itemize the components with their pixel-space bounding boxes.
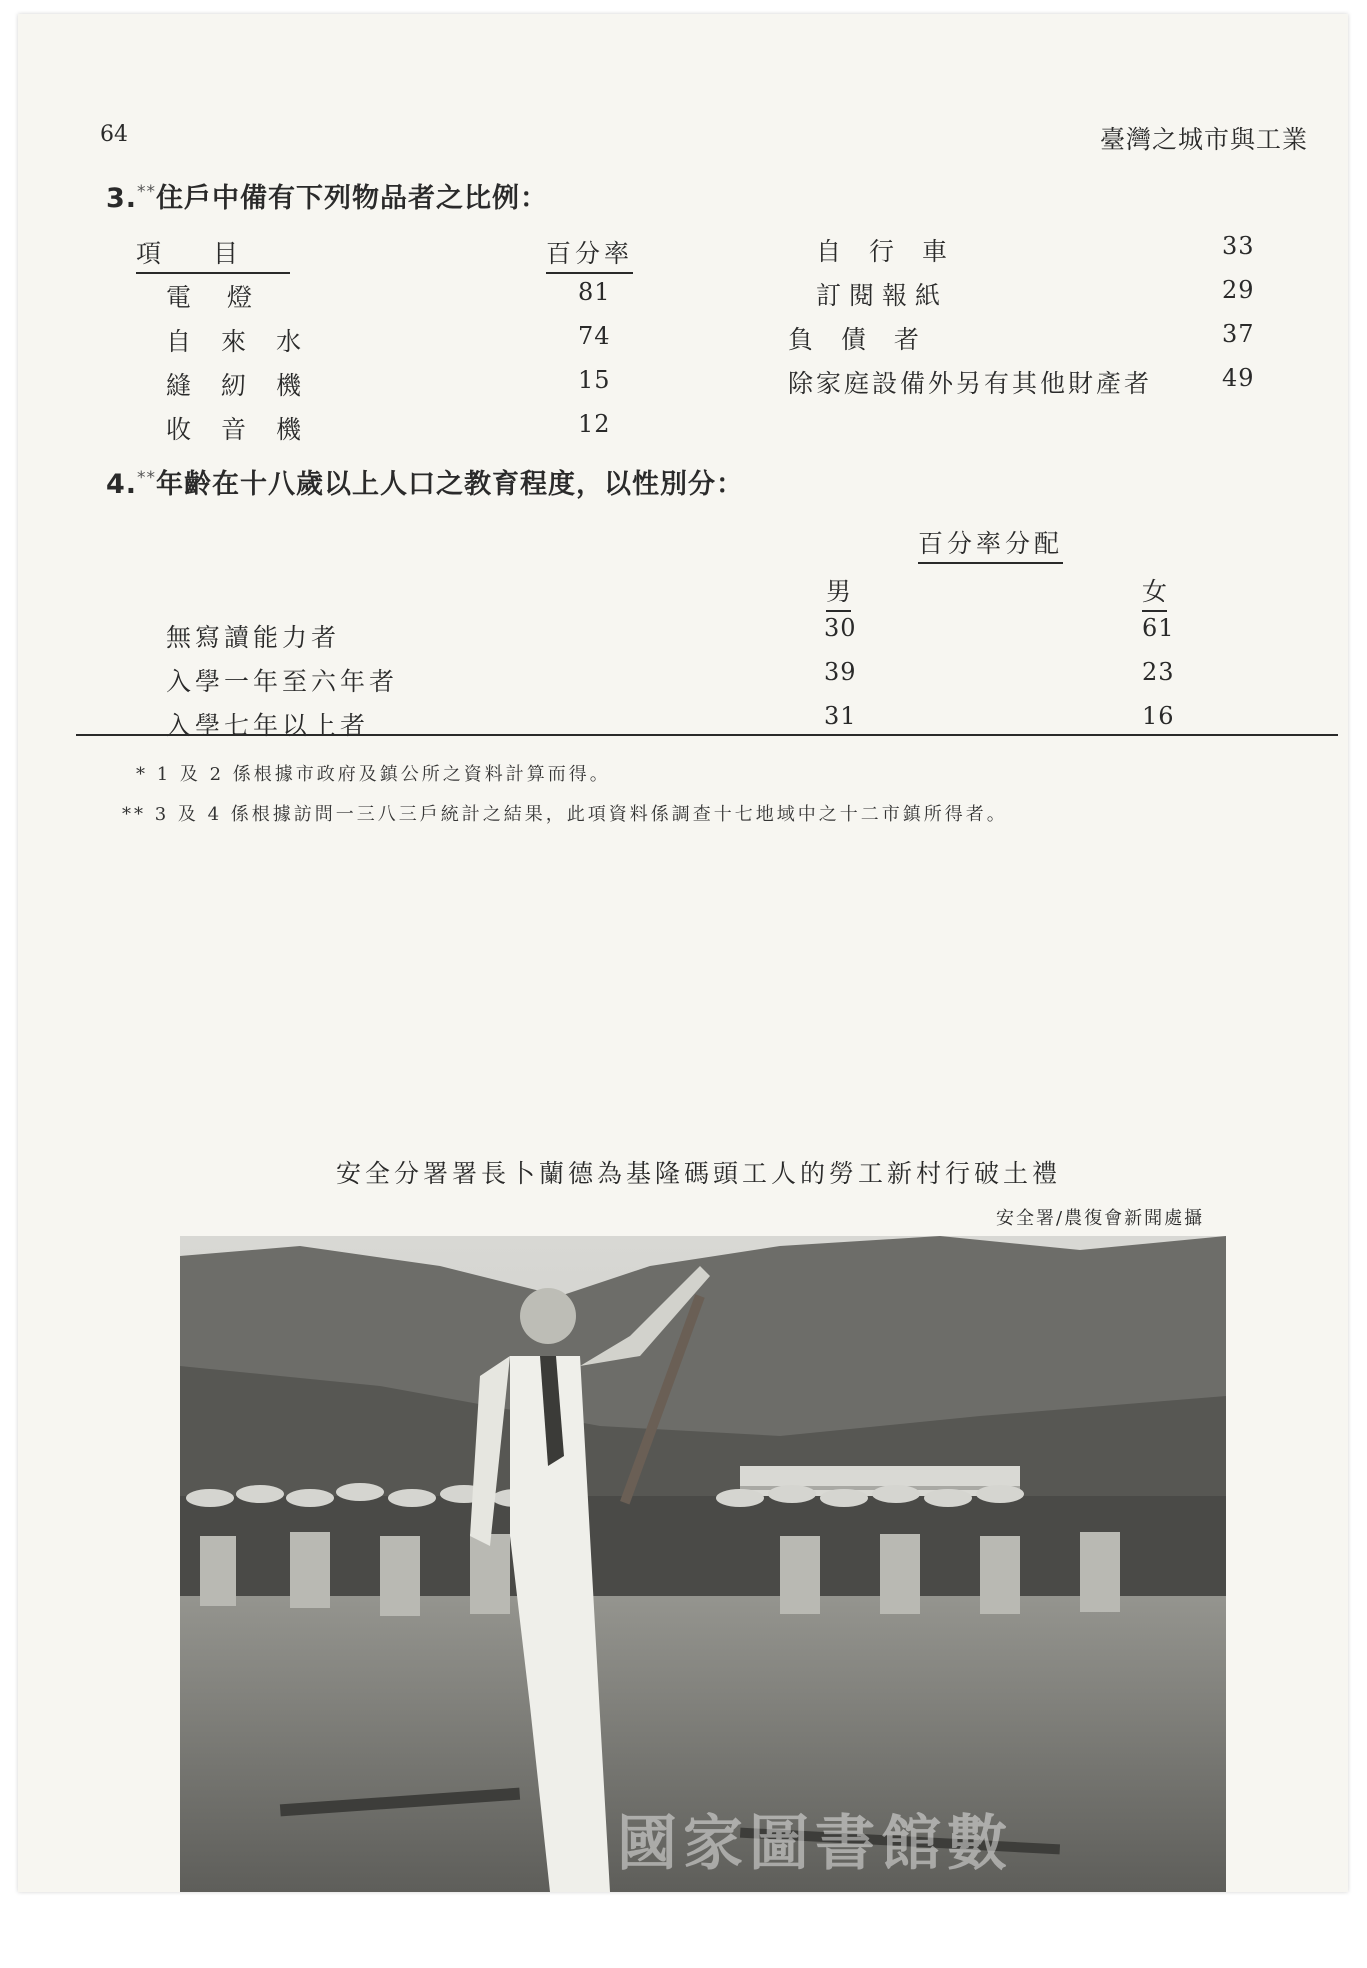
item-value: 29 <box>1222 276 1255 304</box>
education-male-value: 30 <box>824 614 857 642</box>
section-4-mark: ** <box>137 468 157 488</box>
item-label: 訂閱報紙 <box>816 281 949 310</box>
item-label: 負 債 者 <box>788 325 929 354</box>
section-4-title-text: 年齡在十八歲以上人口之教育程度，以性別分： <box>156 469 745 500</box>
page-number: 64 <box>100 122 128 147</box>
section-4-number: 4. <box>106 469 138 500</box>
running-header: 臺灣之城市與工業 <box>1099 125 1308 154</box>
section-3-title <box>106 176 548 215</box>
ground-breaking-photo <box>180 1236 1226 1965</box>
col-header-item: 項 目 <box>136 234 290 274</box>
education-male-value: 31 <box>824 702 857 730</box>
education-male-value: 39 <box>824 658 857 686</box>
item-label: 收音機 <box>166 415 332 444</box>
item-value: 15 <box>578 366 611 394</box>
education-female-value: 16 <box>1142 702 1175 730</box>
education-female-value: 23 <box>1142 658 1175 686</box>
item-label: 自來水 <box>166 327 332 356</box>
footnote-divider <box>76 734 1338 736</box>
education-label: 入學七年以上者 <box>166 711 370 740</box>
group-header-percent-distribution: 百分率分配 <box>918 524 1063 564</box>
item-value: 37 <box>1222 320 1255 348</box>
footnote: * 1 及 2 係根據市政府及鎮公所之資料計算而得。 <box>136 764 611 785</box>
item-value: 33 <box>1222 232 1255 260</box>
photo-illustration <box>180 1236 1226 1892</box>
education-label: 無寫讀能力者 <box>166 623 341 652</box>
page <box>18 14 1348 1965</box>
item-label: 縫紉機 <box>166 371 332 400</box>
item-value: 81 <box>578 278 611 306</box>
section-4-title <box>106 462 744 501</box>
col-header-percent: 百分率 <box>546 234 633 274</box>
section-3-number: 3. <box>106 183 138 214</box>
item-label: 自行車 <box>816 237 976 266</box>
col-header-male: 男 <box>826 572 851 612</box>
item-value: 74 <box>578 322 611 350</box>
item-label: 電 燈 <box>166 283 266 312</box>
item-value: 49 <box>1222 364 1255 392</box>
section-3-title-text: 住戶中備有下列物品者之比例： <box>156 183 549 214</box>
education-label: 入學一年至六年者 <box>166 667 399 696</box>
item-label: 除家庭設備外另有其他財產者 <box>788 369 1153 398</box>
col-header-female: 女 <box>1142 572 1167 612</box>
education-female-value: 61 <box>1142 614 1175 642</box>
footnote: ** 3 及 4 係根據訪問一三八三戶統計之結果，此項資料係調查十七地域中之十二市鎮所得者。 <box>122 804 1008 825</box>
section-3-mark: ** <box>137 182 157 202</box>
watermark-text: 國家圖書館數位典藏 <box>617 1809 1013 1965</box>
item-value: 12 <box>578 410 611 438</box>
photo-caption: 安全分署署長卜蘭德為基隆碼頭工人的勞工新村行破土禮 <box>336 1159 1062 1188</box>
photo-credit: 安全署/農復會新聞處攝 <box>996 1208 1205 1229</box>
